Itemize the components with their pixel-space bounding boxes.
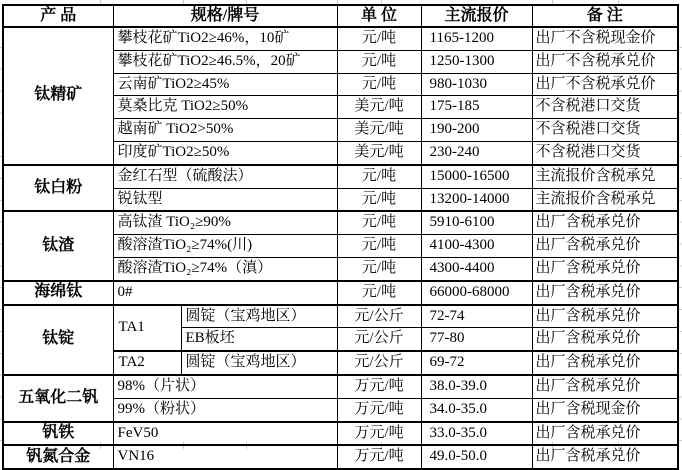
note-cell: 出厂含税承兑价 — [532, 375, 678, 398]
price-cell: 5910-6100 — [421, 211, 532, 234]
spec-cell: 99%（粉状） — [113, 398, 337, 421]
table-row — [3, 165, 678, 188]
unit-cell: 元/公斤 — [337, 328, 421, 351]
price-cell: 69-72 — [421, 351, 532, 375]
brand-cell: TA2 — [113, 351, 181, 375]
spec-cell: 云南矿TiO2≥45% — [113, 73, 337, 96]
product-cell: 钛锭 — [3, 305, 113, 375]
price-cell: 230-240 — [421, 141, 532, 164]
price-cell: 15000-16500 — [421, 165, 532, 188]
unit-cell: 万元/吨 — [337, 398, 421, 421]
price-cell: 77-80 — [421, 328, 532, 351]
price-cell: 66000-68000 — [421, 281, 532, 305]
table-row — [3, 422, 678, 446]
spec-cell: 越南矿 TiO2>50% — [113, 119, 337, 142]
note-cell: 不含税港口交货 — [532, 119, 678, 142]
price-cell: 1165-1200 — [421, 27, 532, 50]
spec-cell: 圆锭（宝鸡地区） — [181, 305, 337, 328]
spec-cell: 攀枝花矿TiO2≥46%，10矿 — [113, 27, 337, 50]
product-cell: 钛白粉 — [3, 165, 113, 212]
price-table-body — [3, 27, 678, 469]
product-cell: 海绵钛 — [3, 281, 113, 305]
unit-cell: 元/吨 — [337, 73, 421, 96]
spec-cell: 0# — [113, 281, 337, 305]
table-row — [3, 281, 678, 305]
spec-cell: 98%（片状） — [113, 375, 337, 398]
unit-cell: 元/吨 — [337, 27, 421, 50]
brand-cell: TA1 — [113, 305, 181, 352]
unit-cell: 美元/吨 — [337, 141, 421, 164]
note-cell: 出厂含税承兑价 — [532, 445, 678, 469]
spec-cell: FeV50 — [113, 422, 337, 446]
spec-cell: 高钛渣 TiO₂≥90% — [113, 211, 337, 234]
note-cell: 主流报价含税承兑 — [532, 188, 678, 211]
note-cell: 出厂不含税承兑价 — [532, 50, 678, 73]
price-cell: 4100-4300 — [421, 235, 532, 258]
price-cell: 190-200 — [421, 119, 532, 142]
unit-cell: 元/吨 — [337, 188, 421, 211]
spec-cell: 攀枝花矿TiO2≥46.5%，20矿 — [113, 50, 337, 73]
table-row — [3, 375, 678, 398]
header-unit: 单 位 — [337, 5, 421, 27]
table-row — [3, 211, 678, 234]
unit-cell: 万元/吨 — [337, 445, 421, 469]
note-cell: 出厂含税现金价 — [532, 398, 678, 421]
note-cell: 主流报价含税承兑 — [532, 165, 678, 188]
price-cell: 1250-1300 — [421, 50, 532, 73]
note-cell: 出厂含税承兑价 — [532, 422, 678, 446]
unit-cell: 元/吨 — [337, 235, 421, 258]
table-row — [3, 305, 678, 328]
price-cell: 72-74 — [421, 305, 532, 328]
note-cell: 出厂不含税承兑价 — [532, 73, 678, 96]
note-cell: 不含税港口交货 — [532, 96, 678, 119]
unit-cell: 元/公斤 — [337, 351, 421, 375]
price-cell: 38.0-39.0 — [421, 375, 532, 398]
note-cell: 出厂含税承兑价 — [532, 328, 678, 351]
header-note: 备 注 — [532, 5, 678, 27]
note-cell: 不含税港口交货 — [532, 141, 678, 164]
price-cell: 13200-14000 — [421, 188, 532, 211]
note-cell: 出厂含税承兑价 — [532, 211, 678, 234]
price-table — [2, 4, 679, 470]
spec-cell: 酸溶渣TiO₂≥74%（滇） — [113, 257, 337, 280]
spec-cell: 莫桑比克 TiO2≥50% — [113, 96, 337, 119]
header-row — [3, 5, 678, 27]
unit-cell: 元/吨 — [337, 281, 421, 305]
header-spec: 规格/牌号 — [113, 5, 337, 27]
spec-cell: VN16 — [113, 445, 337, 469]
spec-cell: EB板坯 — [181, 328, 337, 351]
price-cell: 175-185 — [421, 96, 532, 119]
unit-cell: 万元/吨 — [337, 375, 421, 398]
product-cell: 钛渣 — [3, 211, 113, 280]
price-table-header — [3, 5, 678, 27]
unit-cell: 美元/吨 — [337, 119, 421, 142]
price-cell: 4300-4400 — [421, 257, 532, 280]
price-cell: 33.0-35.0 — [421, 422, 532, 446]
header-price: 主流报价 — [421, 5, 532, 27]
note-cell: 出厂含税承兑价 — [532, 257, 678, 280]
spec-cell: 印度矿TiO2≥50% — [113, 141, 337, 164]
spec-cell: 酸溶渣TiO₂≥74%(川) — [113, 235, 337, 258]
product-cell: 五氧化二钒 — [3, 375, 113, 422]
spec-cell: 圆锭（宝鸡地区） — [181, 351, 337, 375]
unit-cell: 元/吨 — [337, 211, 421, 234]
note-cell: 出厂不含税现金价 — [532, 27, 678, 50]
price-cell: 49.0-50.0 — [421, 445, 532, 469]
header-product: 产 品 — [3, 5, 113, 27]
unit-cell: 元/吨 — [337, 50, 421, 73]
spec-cell: 锐钛型 — [113, 188, 337, 211]
unit-cell: 元/吨 — [337, 257, 421, 280]
unit-cell: 元/公斤 — [337, 305, 421, 328]
note-cell: 出厂含税承兑价 — [532, 235, 678, 258]
price-cell: 34.0-35.0 — [421, 398, 532, 421]
note-cell: 出厂含税承兑价 — [532, 305, 678, 328]
unit-cell: 元/吨 — [337, 165, 421, 188]
unit-cell: 万元/吨 — [337, 422, 421, 446]
note-cell: 出厂含税承兑价 — [532, 351, 678, 375]
product-cell: 钒铁 — [3, 422, 113, 446]
unit-cell: 美元/吨 — [337, 96, 421, 119]
spec-cell: 金红石型（硫酸法） — [113, 165, 337, 188]
product-cell: 钒氮合金 — [3, 445, 113, 469]
product-cell: 钛精矿 — [3, 27, 113, 165]
price-cell: 980-1030 — [421, 73, 532, 96]
note-cell: 出厂含税承兑价 — [532, 281, 678, 305]
table-row — [3, 27, 678, 50]
